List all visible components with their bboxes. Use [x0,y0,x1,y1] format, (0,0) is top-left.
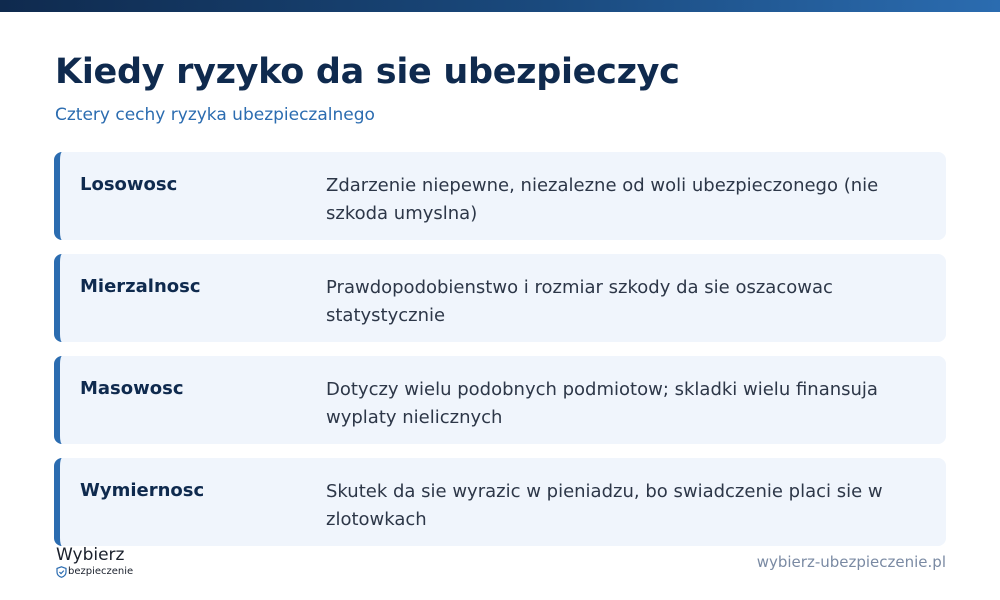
shield-check-icon [56,566,67,578]
top-accent-bar [0,0,1000,12]
feature-row-wymiernosc [54,458,946,546]
feature-term: Mierzalnosc [80,276,201,297]
logo-subtext: bezpieczenie [68,566,134,577]
feature-row-losowosc [54,152,946,240]
feature-description: Skutek da sie wyrazic w pieniadzu, bo swiadczenie placi sie w zlotowkach [326,481,883,530]
logo-subline [56,565,133,579]
feature-term: Wymiernosc [80,480,205,501]
feature-row-mierzalnosc [54,254,946,342]
feature-list [54,152,946,560]
brand-logo [56,545,133,579]
logo-wordmark: Wybierz [56,545,125,565]
page-subtitle: Cztery cechy ryzyka ubezpieczalnego [55,105,375,125]
feature-description: Dotyczy wielu podobnych podmiotow; skladki wielu finansuja wyplaty nielicznych [326,379,878,428]
feature-description: Prawdopodobienstwo i rozmiar szkody da sie oszacowac statystycznie [326,277,833,326]
feature-description: Zdarzenie niepewne, niezalezne od woli ubezpieczonego (nie szkoda umyslna) [326,175,879,224]
feature-term: Masowosc [80,378,184,399]
page-title: Kiedy ryzyko da sie ubezpieczyc [55,52,680,92]
feature-term: Losowosc [80,174,178,195]
feature-row-masowosc [54,356,946,444]
footer-website-url: wybierz-ubezpieczenie.pl [756,553,946,571]
